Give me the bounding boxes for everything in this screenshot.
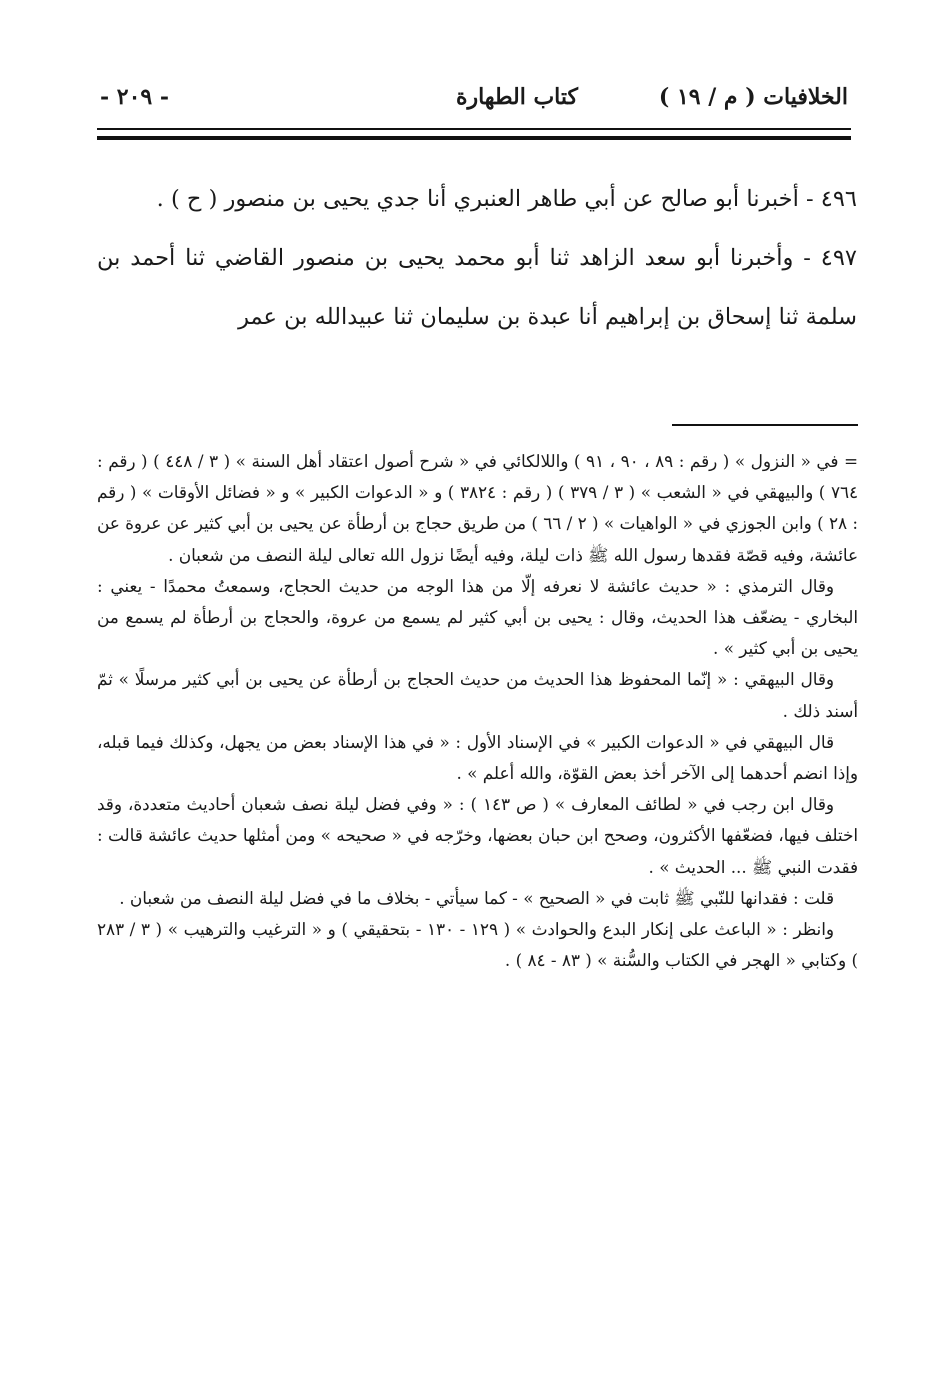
header-rule-thick [97,136,851,140]
footnote-paragraph: وقال ابن رجب في « لطائف المعارف » ( ص ١٤٣ ) : « وفي فضل ليلة نصف شعبان أحاديث متعددة، وقد اختلف فيها، فضعّفها الأكثرون، وصحح ابن حبان بعضها، وخرّجه في « صحيحه » ومن أمثلها حديث عائشة قالت : فقدت النبي ﷺ ... الحديث » . [97,794,858,877]
header-rule-thin [97,128,851,130]
header-chapter-title: كتاب الطهارة [455,84,578,110]
hadith-paragraph-496: ٤٩٦ - أخبرنا أبو صالح عن أبي طاهر العنبري أنا جدي يحيى بن منصور ( ح ) . [156,186,857,212]
header-page-number: - ٢٠٩ - [100,84,170,110]
footnote-separator [672,424,858,426]
main-text [97,170,857,347]
footnote-paragraph: وانظر : « الباعث على إنكار البدع والحوادث » ( ١٢٩ - ١٣٠ - بتحقيقي ) و « الترغيب والترهيب » ( ٣ / ٢٨٣ ) وكتابي « الهجر في الكتاب والسُّنة » ( ٨٣ - ٨٤ ) . [97,919,858,971]
footnote-paragraph: = في « النزول » ( رقم : ٨٩ ، ٩٠ ، ٩١ ) واللالكائي في « شرح أصول اعتقاد أهل السنة » ( ٣ / ٤٤٨ ) ( رقم : ٧٦٤ ) والبيهقي في « الشعب » ( ٣ / ٣٧٩ ) ( رقم : ٣٨٢٤ ) و « الدعوات الكبير » و « فضائل الأوقات » ( رقم : ٢٨ ) وابن الجوزي في « الواهيات » ( ٢ / ٦٦ ) من طريق حجاج بن أرطأة عن يحيى بن أبي كثير عن عروة عن عائشة، وفيه قصّة فقدها رسول الله ﷺ ذات ليلة، وفيه أيضًا نزول الله تعالى ليلة النصف من شعبان . [97,451,859,565]
hadith-paragraph-497: ٤٩٧ - وأخبرنا أبو سعد الزاهد ثنا أبو محمد يحيى بن منصور القاضي ثنا أحمد بن سلمة ثنا إسحاق بن إبراهيم أنا عبدة بن سليمان ثنا عبيدالله بن عمر [97,245,857,330]
footnote-paragraph: قال البيهقي في « الدعوات الكبير » في الإسناد الأول : « في هذا الإسناد بعض من يجهل، وكذلك فيما قبله، وإذا انضم أحدهما إلى الآخر أخذ بعض القوّة، والله أعلم » . [97,731,858,784]
header-book-title: الخلافيات ( م / ١٩ ) [658,84,848,110]
footnote-paragraph: وقال البيهقي : « إنّما المحفوظ هذا الحديث من حديث الحجاج بن أرطأة عن يحيى بن أبي كثير مرسلًا » ثمّ أسند ذلك . [97,669,858,721]
footnote-paragraph: قلت : فقدانها للنّبي ﷺ ثابت في « الصحيح » - كما سيأتي - بخلاف ما في فضل ليلة النصف من شعبان . [119,887,834,908]
footnote-paragraph: وقال الترمذي : « حديث عائشة لا نعرفه إلّا من هذا الوجه من حديث الحجاج، وسمعتُ محمدًا - يعني : البخاري - يضعّف هذا الحديث، وقال : يحيى بن أبي كثير لم يسمع من عروة، والحجاج بن أرطأة لم يسمع من يحيى بن أبي كثير » . [97,575,858,659]
page-header [100,84,848,120]
footnotes [97,446,858,976]
